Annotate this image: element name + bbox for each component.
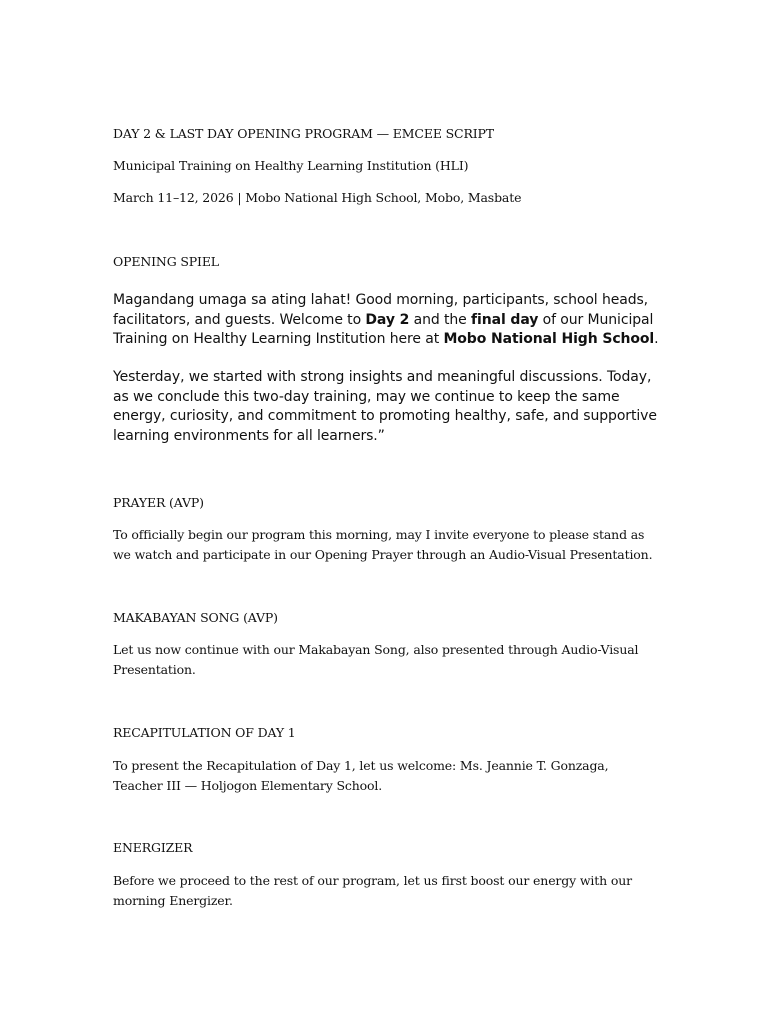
text-run: of our Municipal Training on Healthy Learning Institution here at <box>113 311 654 347</box>
heading-opening-spiel: OPENING SPIEL <box>113 254 219 269</box>
heading-energizer: ENERGIZER <box>113 840 193 855</box>
date-venue: March 11–12, 2026 | Mobo National High School, Mobo, Masbate <box>113 190 522 205</box>
heading-recapitulation: RECAPITULATION OF DAY 1 <box>113 725 296 740</box>
text-run: Magandang umaga sa ating lahat! Good morning, participants, school heads, facilitators, and guests. Welcome to <box>113 292 649 328</box>
prayer-body: To officially begin our program this morning, may I invite everyone to please stand as we watch and participate in our Opening Prayer through an Audio-Visual Presentation. <box>113 527 653 562</box>
opening-spiel-paragraph-2: Yesterday, we started with strong insights and meaningful discussions. Today, as we conclude this two-day training, may we continue to keep the same energy, curiosity, and commitment to promoting healthy, safe, and supportive learning environments for all learners.” <box>113 369 657 444</box>
text-run: . <box>654 331 659 347</box>
opening-spiel-paragraph-1 <box>113 291 661 350</box>
document-title: DAY 2 & LAST DAY OPENING PROGRAM — EMCEE SCRIPT <box>113 126 494 141</box>
document-subtitle: Municipal Training on Healthy Learning Institution (HLI) <box>113 158 469 173</box>
energizer-body: Before we proceed to the rest of our program, let us first boost our energy with our morning Energizer. <box>113 873 632 908</box>
heading-makabayan-song: MAKABAYAN SONG (AVP) <box>113 610 278 625</box>
bold-school-name: Mobo National High School <box>443 331 655 347</box>
bold-final-day: final day <box>471 311 539 328</box>
makabayan-body: Let us now continue with our Makabayan Song, also presented through Audio-Visual Presentation. <box>113 642 639 677</box>
bold-day-2: Day 2 <box>365 311 410 328</box>
text-run: and the <box>409 311 472 328</box>
heading-prayer: PRAYER (AVP) <box>113 495 204 510</box>
recapitulation-body: To present the Recapitulation of Day 1, let us welcome: Ms. Jeannie T. Gonzaga, Teacher III — Holjogon Elementary School. <box>113 758 609 793</box>
